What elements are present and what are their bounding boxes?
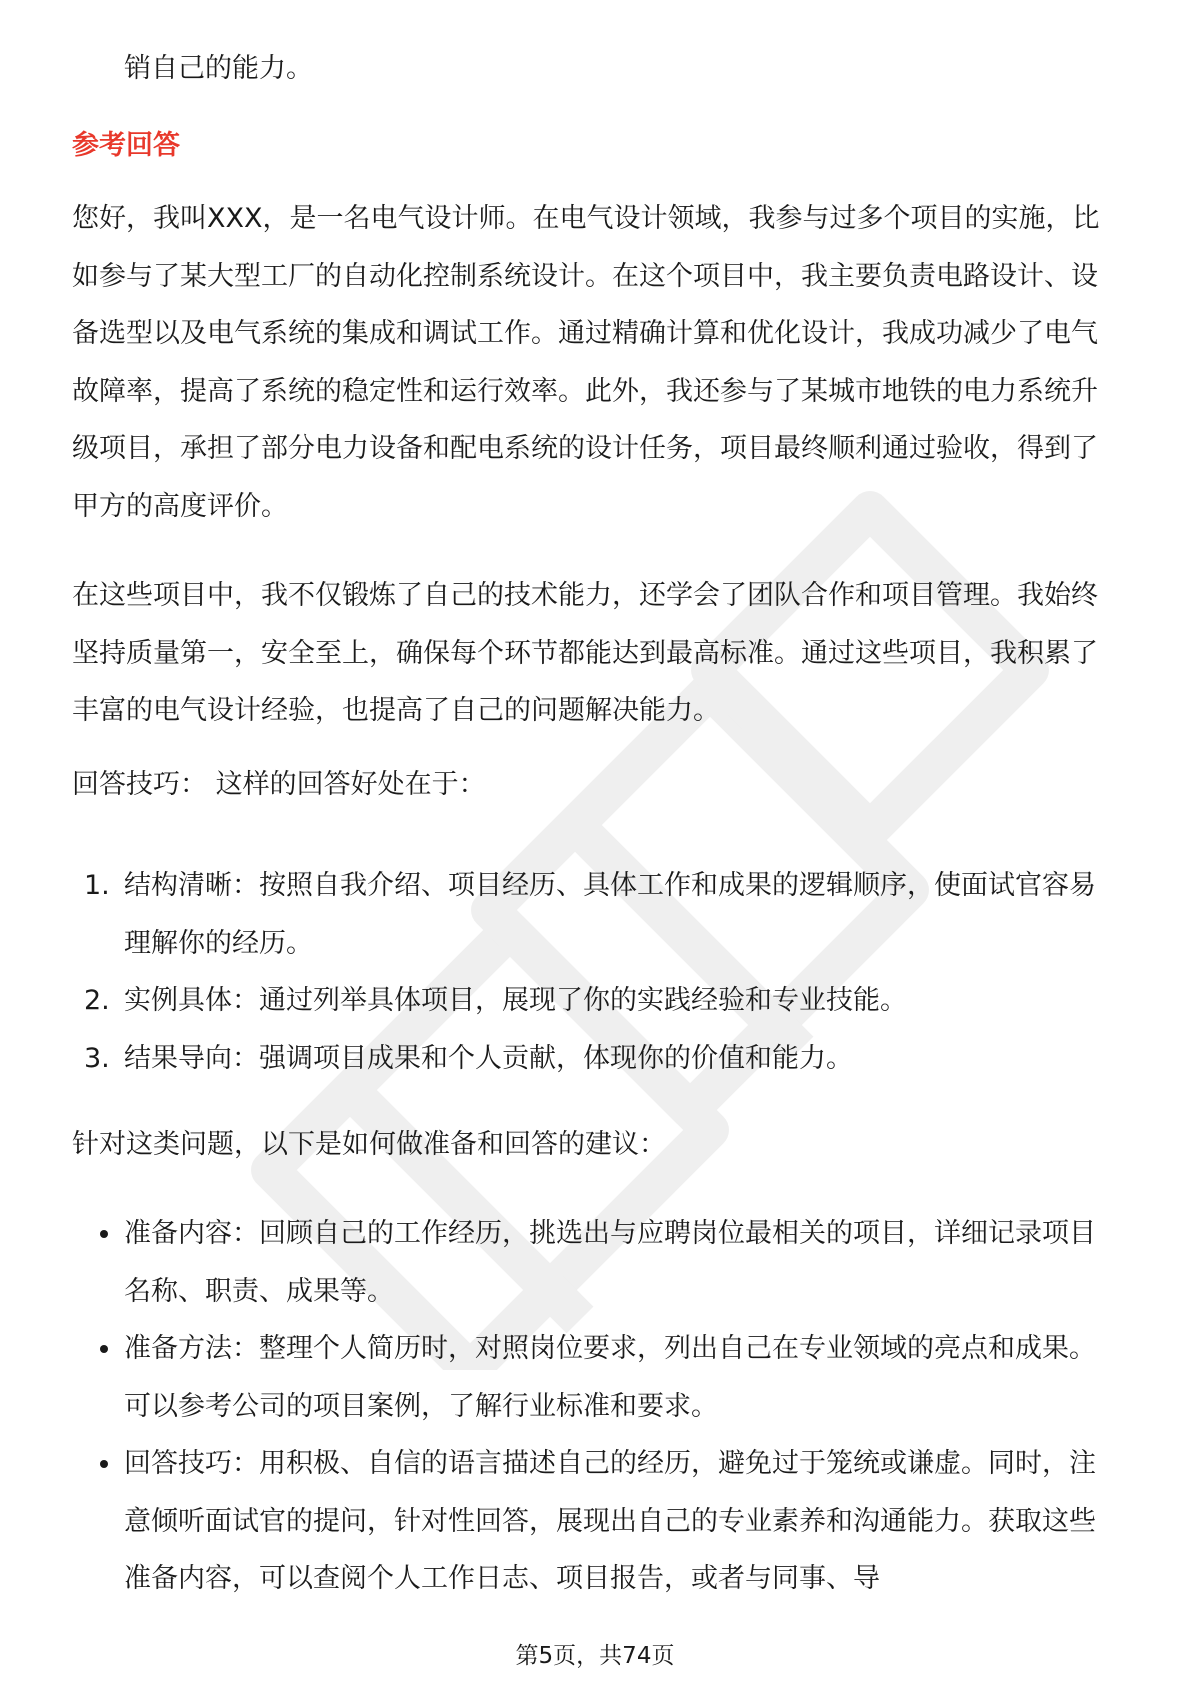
tips-list <box>72 857 1118 1087</box>
list-item <box>72 1320 1118 1435</box>
section-title: 参考回答 <box>72 130 180 161</box>
list-item-text: 结构清晰：按照自我介绍、项目经历、具体工作和成果的逻辑顺序，使面试官容易理解你的经历。 <box>124 870 1096 959</box>
list-item-text: 结果导向：强调项目成果和个人贡献，体现你的价值和能力。 <box>124 1042 853 1074</box>
list-item-text: 准备方法：整理个人简历时，对照岗位要求，列出自己在专业领域的亮点和成果。可以参考公司的项目案例，了解行业标准和要求。 <box>124 1333 1096 1422</box>
list-item <box>72 1435 1118 1608</box>
list-item-text: 准备内容：回顾自己的工作经历，挑选出与应聘岗位最相关的项目，详细记录项目名称、职责、成果等。 <box>124 1218 1096 1307</box>
list-item <box>72 1030 1118 1088</box>
answer-paragraph-1: 您好，我叫XXX，是一名电气设计师。在电气设计领域，我参与过多个项目的实施，比如参与了某大型工厂的自动化控制系统设计。在这个项目中，我主要负责电路设计、设备选型以及电气系统的集成和调试工作。通过精确计算和优化设计，我成功减少了电气故障率，提高了系统的稳定性和运行效率。此外，我还参与了某城市地铁的电力系统升级项目，承担了部分电力设备和配电系统的设计任务，项目最终顺利通过验收，得到了甲方的高度评价。 <box>72 203 1100 522</box>
list-number: 1. <box>84 870 110 901</box>
bullet-icon <box>100 1230 108 1238</box>
list-item <box>72 972 1118 1030</box>
list-item-text: 实例具体：通过列举具体项目，展现了你的实践经验和专业技能。 <box>124 985 907 1016</box>
continued-text: 销自己的能力。 <box>124 53 313 84</box>
list-number: 3. <box>84 1042 110 1074</box>
suggestions-list <box>72 1205 1118 1608</box>
bullet-icon <box>100 1345 108 1353</box>
list-number: 2. <box>84 985 110 1016</box>
suggestions-heading: 针对这类问题，以下是如何做准备和回答的建议： <box>72 1129 666 1160</box>
tips-heading: 回答技巧： 这样的回答好处在于： <box>72 769 486 800</box>
bullet-icon <box>100 1460 108 1468</box>
list-item <box>72 1205 1118 1320</box>
list-item-text: 回答技巧：用积极、自信的语言描述自己的经历，避免过于笼统或谦虚。同时，注意倾听面试官的提问，针对性回答，展现出自己的专业素养和沟通能力。获取这些准备内容，可以查阅个人工作日志、项目报告，或者与同事、导 <box>124 1448 1096 1594</box>
answer-paragraph-2: 在这些项目中，我不仅锻炼了自己的技术能力，还学会了团队合作和项目管理。我始终坚持质量第一，安全至上，确保每个环节都能达到最高标准。通过这些项目，我积累了丰富的电气设计经验，也提高了自己的问题解决能力。 <box>72 580 1098 726</box>
list-item <box>72 857 1118 972</box>
page-footer: 第5页，共74页 <box>515 1643 675 1669</box>
